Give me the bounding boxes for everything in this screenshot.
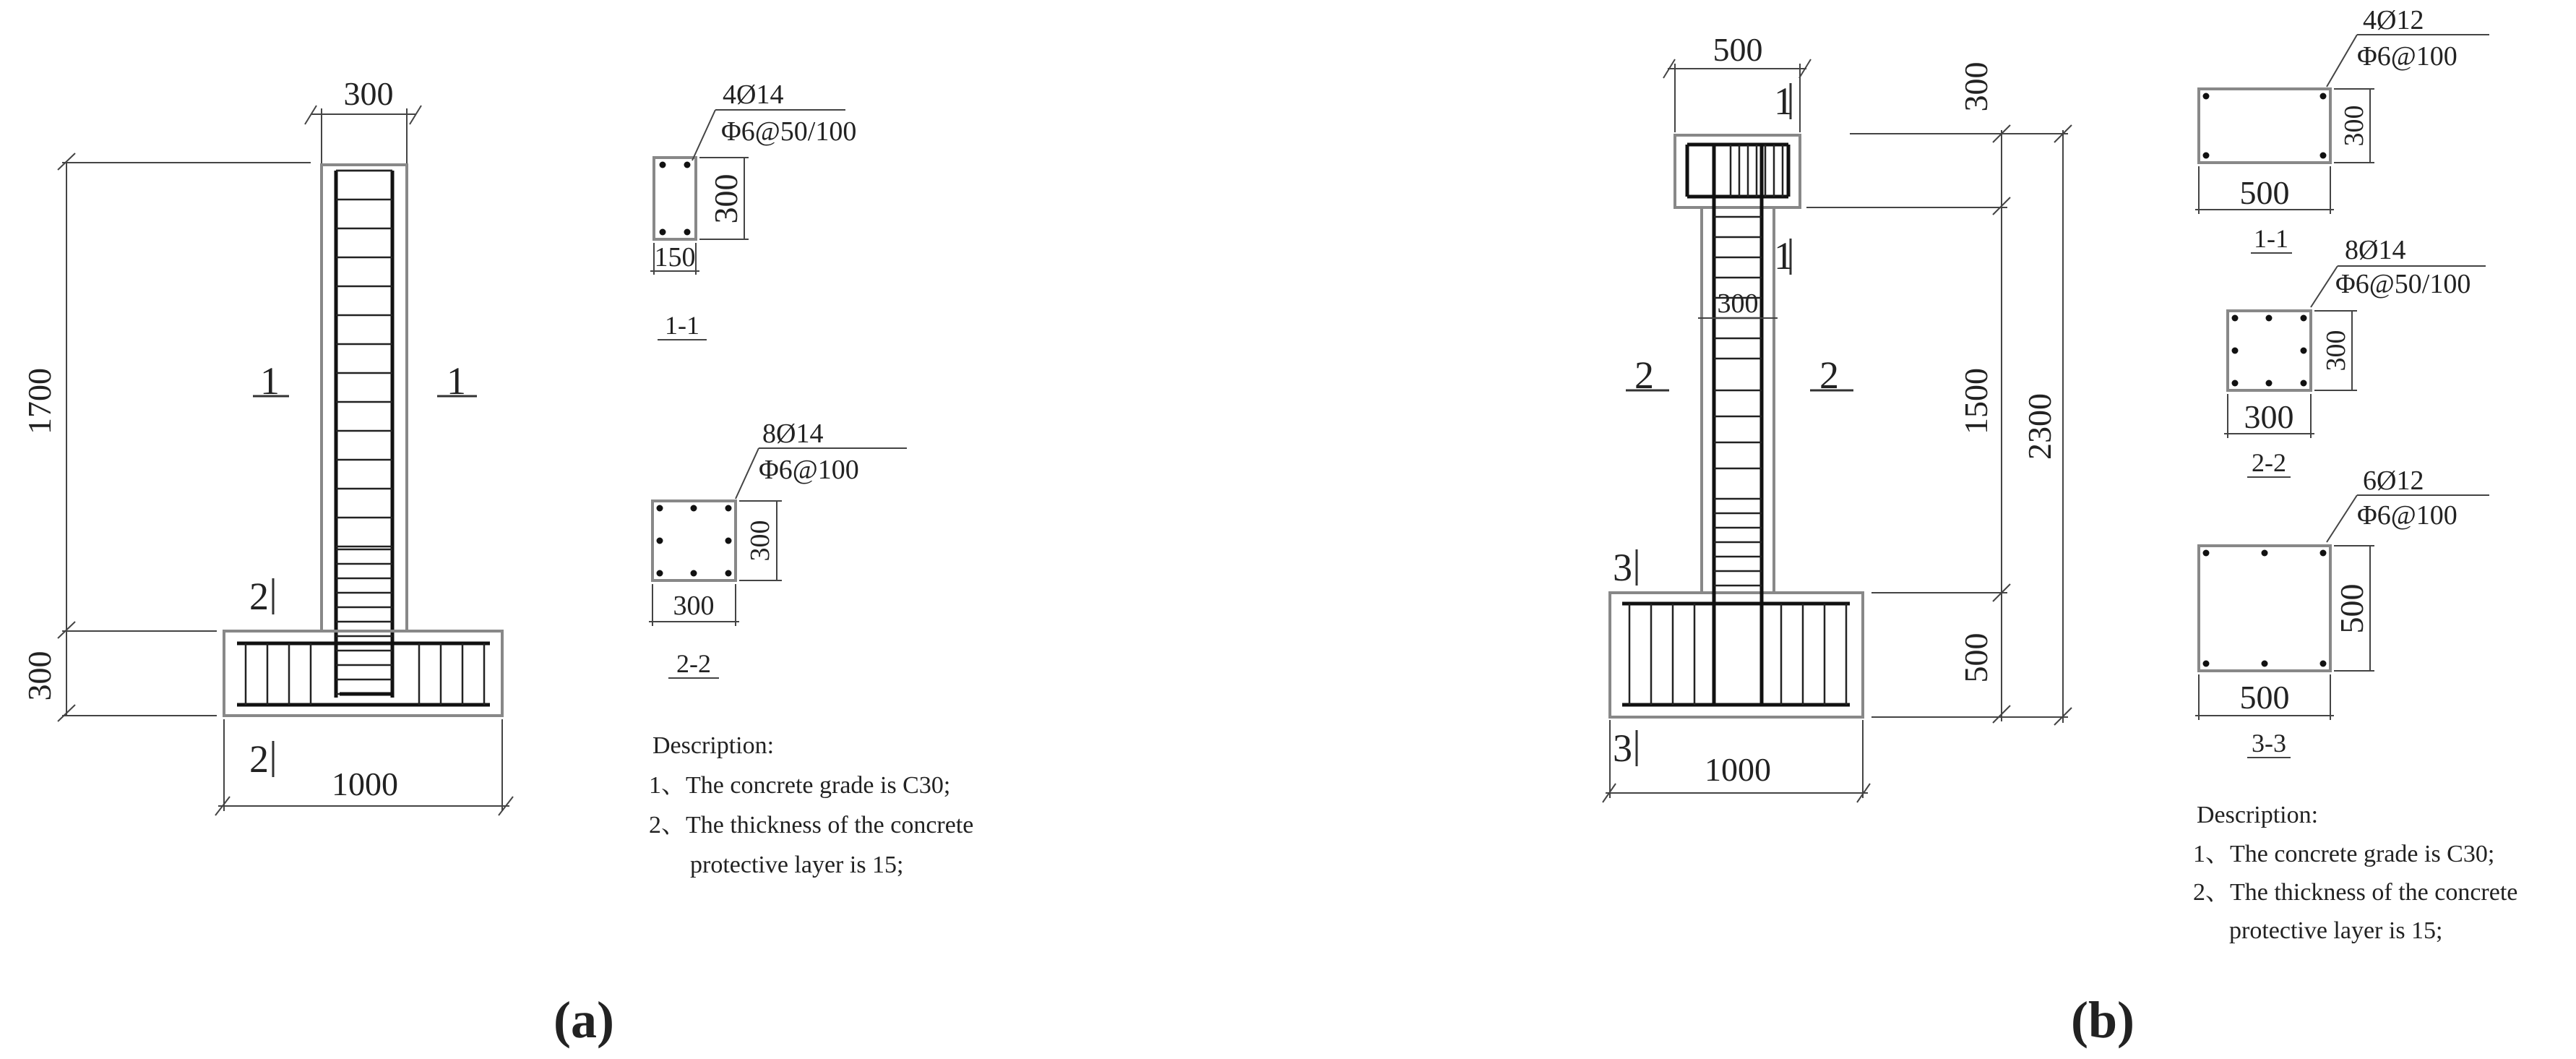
panel-b-description-line-2: 2、The thickness of the concrete xyxy=(2193,879,2518,906)
panel-a-2-2-width: 300 xyxy=(673,591,715,621)
panel-b-stirrups xyxy=(1714,217,1762,586)
rebar-dot xyxy=(725,538,732,544)
panel-b-mark-2-right: 2 xyxy=(1819,353,1839,397)
rebar-dot xyxy=(725,570,732,577)
panel-b-2-2-stirrup: Φ6@50/100 xyxy=(2335,269,2471,299)
panel-a-2-2-label: 2-2 xyxy=(676,649,711,678)
panel-a-1-1-label: 1-1 xyxy=(665,311,699,340)
panel-a-mark-2-bottom: 2 xyxy=(249,737,269,781)
panel-b-mark-2-left: 2 xyxy=(1634,353,1654,397)
rebar-dot xyxy=(2232,380,2239,387)
panel-b-dim-column-width xyxy=(1698,288,1778,319)
panel-b-description-title: Description: xyxy=(2197,802,2319,828)
panel-a xyxy=(21,75,973,1049)
panel-b-mark-1-top: 1 xyxy=(1774,80,1793,123)
panel-b-column-elevation xyxy=(1610,135,1863,717)
panel-b xyxy=(1603,5,2517,1049)
panel-b-dim-base-width-label: 1000 xyxy=(1705,751,1771,788)
panel-b-3-3-rebar: 6Ø12 xyxy=(2363,466,2424,496)
rebar-dot xyxy=(657,538,663,544)
panel-a-description-line-2: 2、The thickness of the concrete xyxy=(649,812,974,839)
panel-a-dim-base-width-label: 1000 xyxy=(332,766,398,802)
panel-b-section-3-3 xyxy=(2195,466,2489,758)
panel-b-description-line-3: protective layer is 15; xyxy=(2229,917,2443,944)
panel-b-dim-base-width xyxy=(1603,720,1870,802)
panel-b-2-2-bars xyxy=(2232,315,2307,387)
panel-a-description-line-3: protective layer is 15; xyxy=(690,852,904,878)
panel-b-dim-total-height-label: 2300 xyxy=(2021,393,2058,460)
panel-a-section-2-2 xyxy=(649,419,907,678)
panel-b-caption: (b) xyxy=(2071,991,2135,1049)
rebar-dot xyxy=(2266,380,2273,387)
panel-b-dim-base-height-label: 500 xyxy=(1957,633,1994,683)
panel-b-1-1-height: 300 xyxy=(2339,105,2369,147)
panel-b-2-2-height: 300 xyxy=(2321,330,2351,372)
panel-b-mark-3-bottom: 3 xyxy=(1613,726,1632,770)
rebar-dot xyxy=(691,570,697,577)
panel-a-caption: (a) xyxy=(553,991,614,1049)
rebar-dot xyxy=(2232,315,2239,322)
panel-b-dim-top-width-label: 500 xyxy=(1713,31,1763,68)
panel-a-1-1-stirrup: Φ6@50/100 xyxy=(721,116,857,147)
panel-b-3-3-width: 500 xyxy=(2239,679,2290,716)
panel-b-mark-1-bottom: 1 xyxy=(1774,234,1793,278)
panel-a-dim-column-width xyxy=(305,75,421,163)
panel-a-dim-column-height xyxy=(21,153,311,721)
rebar-dot xyxy=(2301,380,2307,387)
panel-b-description-line-1: 1、The concrete grade is C30; xyxy=(2193,841,2495,867)
panel-a-1-1-height: 300 xyxy=(707,173,744,224)
panel-a-2-2-height: 300 xyxy=(745,520,775,562)
panel-b-section-2-2 xyxy=(2224,235,2486,477)
panel-a-description-title: Description: xyxy=(652,732,775,759)
panel-b-1-1-label: 1-1 xyxy=(2254,224,2288,253)
panel-b-dim-top-height-label: 300 xyxy=(1957,61,1994,112)
panel-b-2-2-width: 300 xyxy=(2244,398,2294,435)
panel-a-description xyxy=(649,732,973,878)
panel-b-2-2-rebar: 8Ø14 xyxy=(2345,235,2406,265)
rebar-dot xyxy=(725,505,732,512)
panel-b-3-3-label: 3-3 xyxy=(2252,729,2286,758)
panel-a-2-2-stirrup: Φ6@100 xyxy=(759,455,859,485)
panel-a-mark-2-top: 2 xyxy=(249,575,269,618)
panel-a-dim-base-height-label: 300 xyxy=(21,651,58,701)
panel-a-mark-1-left: 1 xyxy=(260,359,280,403)
panel-b-2-2-label: 2-2 xyxy=(2252,448,2286,477)
rebar-dot xyxy=(2301,315,2307,322)
panel-a-section-marks xyxy=(249,359,477,781)
panel-b-cap-stirrups xyxy=(1731,145,1783,197)
rebar-dot xyxy=(2301,348,2307,354)
rebar-dot xyxy=(691,505,697,512)
panel-b-section-1-1 xyxy=(2195,5,2489,253)
panel-a-dim-column-width-label: 300 xyxy=(343,75,394,112)
rebar-dot xyxy=(657,570,663,577)
rebar-dot xyxy=(2232,348,2239,354)
panel-a-mark-1-right: 1 xyxy=(447,359,466,403)
panel-b-dim-column-height-label: 1500 xyxy=(1957,368,1994,434)
panel-a-column-elevation xyxy=(224,165,502,716)
panel-b-1-1-width: 500 xyxy=(2239,174,2290,211)
panel-a-2-2-bars xyxy=(657,505,732,577)
panel-b-3-3-stirrup: Φ6@100 xyxy=(2357,500,2457,531)
panel-b-3-3-height: 500 xyxy=(2333,583,2370,634)
rebar-dot xyxy=(2266,315,2273,322)
panel-b-section-marks xyxy=(1613,80,1853,770)
rebar-dot xyxy=(657,505,663,512)
panel-a-section-1-1 xyxy=(650,80,856,340)
panel-a-stirrups xyxy=(336,171,392,694)
panel-b-description xyxy=(2193,802,2517,944)
panel-b-footing-stirrups xyxy=(1629,604,1846,705)
panel-a-description-line-1: 1、The concrete grade is C30; xyxy=(649,772,951,799)
panel-b-mark-3-top: 3 xyxy=(1613,546,1632,589)
panel-a-2-2-rebar: 8Ø14 xyxy=(762,419,824,449)
panel-b-1-1-stirrup: Φ6@100 xyxy=(2357,41,2457,72)
panel-b-1-1-rebar: 4Ø12 xyxy=(2363,5,2424,35)
panel-b-dim-column-width-label: 300 xyxy=(1717,288,1759,319)
panel-a-1-1-width: 150 xyxy=(654,242,696,273)
panel-a-1-1-rebar: 4Ø14 xyxy=(723,80,784,110)
panel-a-dim-column-height-label: 1700 xyxy=(21,368,58,434)
